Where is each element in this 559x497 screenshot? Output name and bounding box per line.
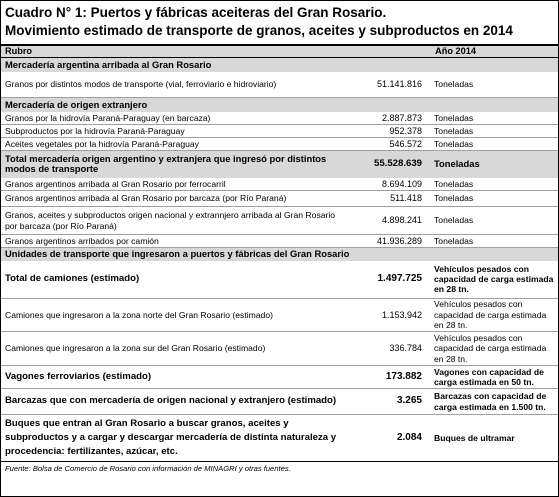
row-value: 546.572: [353, 138, 428, 151]
total-label: Total mercadería origen argentino y extranjera que ingresó por distintos modos de transporte: [1, 151, 353, 178]
table-row: [1, 178, 558, 191]
table-title: [1, 1, 558, 45]
table-row: [1, 366, 558, 389]
row-unit: Toneladas: [428, 235, 558, 248]
total-unit: Toneladas: [428, 151, 558, 178]
row-unit: Toneladas: [428, 207, 558, 235]
row-label: Buques que entran al Gran Rosario a buscar granos, aceites y subproductos y a cargar y descargar mercadería de distinta naturaleza y procedencia: fertilizantes, azúcar, etc.: [5, 417, 337, 457]
row-unit: Vehículos pesados con capacidad de carga estimada en 28 tn.: [428, 261, 558, 299]
table-row: [1, 299, 558, 332]
row-value: 3.265: [353, 389, 428, 415]
title-line-1: Cuadro N° 1: Puertos y fábricas aceiteras del Gran Rosario.: [5, 5, 387, 20]
table-row: [1, 125, 558, 138]
section-label: Unidades de transporte que ingresaron a puertos y fábricas del Gran Rosario: [1, 248, 558, 261]
row-value: 1.153.942: [353, 299, 428, 332]
row-value: 2.887.873: [353, 112, 428, 125]
row-unit: Barcazas con capacidad de carga estimada en 1.500 tn.: [428, 389, 558, 415]
row-value: 8.694.109: [353, 178, 428, 191]
table-row: [1, 261, 558, 299]
table-row: [1, 415, 558, 461]
row-unit: Toneladas: [428, 112, 558, 125]
row-value: 952.378: [353, 125, 428, 138]
row-value: 173.882: [353, 366, 428, 389]
row-label: Total de camiones (estimado): [1, 261, 353, 299]
row-label: Granos argentinos arribada al Gran Rosario por barcaza (por Río Paraná): [1, 191, 353, 207]
row-unit: Vagones con capacidad de carga estimada en 50 tn.: [428, 366, 558, 389]
header-year: Año 2014: [353, 46, 558, 58]
total-row: [1, 151, 558, 178]
section-row: [1, 58, 558, 72]
section-row: [1, 98, 558, 112]
table-row: [1, 207, 558, 235]
row-unit: Buques de ultramar: [434, 432, 515, 443]
row-unit: Toneladas: [428, 191, 558, 207]
row-unit: Vehículos pesados con capacidad de carga estimada en 28 tn.: [428, 299, 558, 332]
row-unit: Toneladas: [428, 125, 558, 138]
table-row: [1, 235, 558, 248]
row-label: Camiones que ingresaron a la zona norte del Gran Rosario (estimado): [1, 299, 353, 332]
row-value: 1.497.725: [353, 261, 428, 299]
row-value: 51.141.816: [353, 72, 428, 98]
section-row: [1, 248, 558, 261]
row-label: Granos argentinos arribada al Gran Rosario por ferrocarril: [1, 178, 353, 191]
row-value: 336.784: [353, 332, 428, 366]
row-label: Granos por la hidrovía Paraná-Paraguay (en barcaza): [1, 112, 353, 125]
table-row: [1, 138, 558, 151]
table-header-row: [1, 46, 558, 58]
row-value: 4.898.241: [353, 207, 428, 235]
row-value: 41.936.289: [353, 235, 428, 248]
row-label: Aceites vegetales por la hidrovía Paraná-Paraguay: [1, 138, 353, 151]
section-label: Mercadería argentina arribada al Gran Rosario: [1, 58, 558, 72]
row-value: 2.084: [396, 431, 422, 443]
table-row: [1, 72, 558, 98]
row-label: Granos argentinos arribados por camión: [1, 235, 353, 248]
row-label: Granos, aceites y subproductos origen nacional y extrannjero arribada al Gran Rosario por barcaza (por Río Paraná): [1, 207, 353, 235]
section-label: Mercadería de origen extranjero: [1, 98, 558, 112]
row-unit: Toneladas: [428, 178, 558, 191]
row-unit: Vehículos pesados con capacidad de carga estimada en 28 tn.: [428, 332, 558, 366]
table-row: [1, 191, 558, 207]
row-label: Subproductos por la hidrovía Paraná-Paraguay: [1, 125, 353, 138]
table-row: [1, 112, 558, 125]
row-label: Vagones ferroviarios (estimado): [1, 366, 353, 389]
row-label: Granos por distintos modos de transporte (vial, ferroviario e hidroviario): [1, 72, 353, 98]
data-table: [1, 45, 558, 461]
row-value: 511.418: [353, 191, 428, 207]
table-row: [1, 389, 558, 415]
title-line-2: Movimiento estimado de transporte de granos, aceites y subproductos en 2014: [5, 23, 513, 38]
header-rubro: Rubro: [1, 46, 353, 58]
table-row: [1, 332, 558, 366]
row-unit: Toneladas: [428, 138, 558, 151]
row-label: Barcazas que con mercadería de origen nacional y extranjero (estimado): [1, 389, 353, 415]
row-unit: Toneladas: [428, 72, 558, 98]
source-note: Fuente: Bolsa de Comercio de Rosario con información de MINAGRI y otras fuentes.: [1, 461, 558, 475]
total-value: 55.528.639: [353, 151, 428, 178]
row-label: Camiones que ingresaron a la zona sur del Gran Rosario (estimado): [1, 332, 353, 366]
